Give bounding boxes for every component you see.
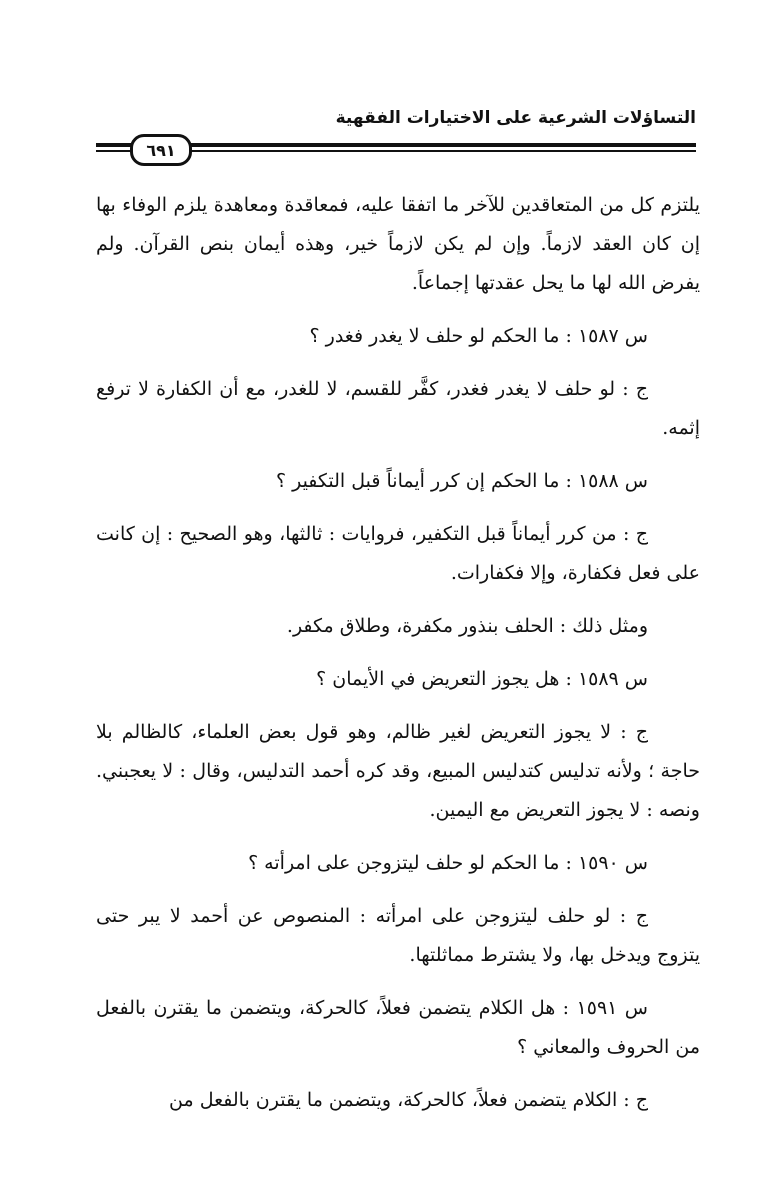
answer-1588: ج : من كرر أيماناً قبل التكفير، فروايات : ثالثها، وهو الصحيح : إن كانت على فعل فكفارة، وإلا فكفارات. — [96, 523, 700, 584]
answer-1591: ج : الكلام يتضمن فعلاً، كالحركة، ويتضمن ما يقترن بالفعل من — [169, 1089, 648, 1111]
page-body — [96, 186, 700, 1120]
question-1589: س ١٥٨٩ : هل يجوز التعريض في الأيمان ؟ — [316, 668, 648, 690]
answer-1590: ج : لو حلف ليتزوجن على امرأته : المنصوص عن أحمد لا يبر حتى يتزوج ويدخل بها، ولا يشترط مماثلتها. — [96, 905, 700, 966]
running-title: التساؤلات الشرعية على الاختيارات الفقهية — [335, 108, 696, 128]
question-1590: س ١٥٩٠ : ما الحكم لو حلف ليتزوجن على امرأته ؟ — [248, 852, 648, 874]
paragraph-continuation: يلتزم كل من المتعاقدين للآخر ما اتفقا عليه، فمعاقدة ومعاهدة يلزم الوفاء بها إن كان العقد لازماً. وإن لم يكن لازماً خير، وهذه أيمان بنص القرآن. ولم يفرض الله لها ما يحل عقدتها إجماعاً. — [96, 194, 700, 294]
note-paragraph: ومثل ذلك : الحلف بنذور مكفرة، وطلاق مكفر. — [286, 615, 648, 637]
question-1587: س ١٥٨٧ : ما الحكم لو حلف لا يغدر فغدر ؟ — [309, 325, 648, 347]
page-header — [96, 108, 696, 160]
answer-1587: ج : لو حلف لا يغدر فغدر، كفَّر للقسم، لا للغدر، مع أن الكفارة لا ترفع إثمه. — [96, 378, 700, 439]
page-number: ٦٩١ — [130, 134, 192, 166]
question-1588: س ١٥٨٨ : ما الحكم إن كرر أيماناً قبل التكفير ؟ — [275, 470, 648, 492]
answer-1589: ج : لا يجوز التعريض لغير ظالم، وهو قول بعض العلماء، كالظالم بلا حاجة ؛ ولأنه تدليس كتدليس المبيع، وقد كره أحمد التدليس، وقال : لا يعجبني. ونصه : لا يجوز التعريض مع اليمين. — [96, 721, 700, 821]
question-1591: س ١٥٩١ : هل الكلام يتضمن فعلاً، كالحركة، ويتضمن ما يقترن بالفعل من الحروف والمعاني ؟ — [96, 997, 700, 1058]
